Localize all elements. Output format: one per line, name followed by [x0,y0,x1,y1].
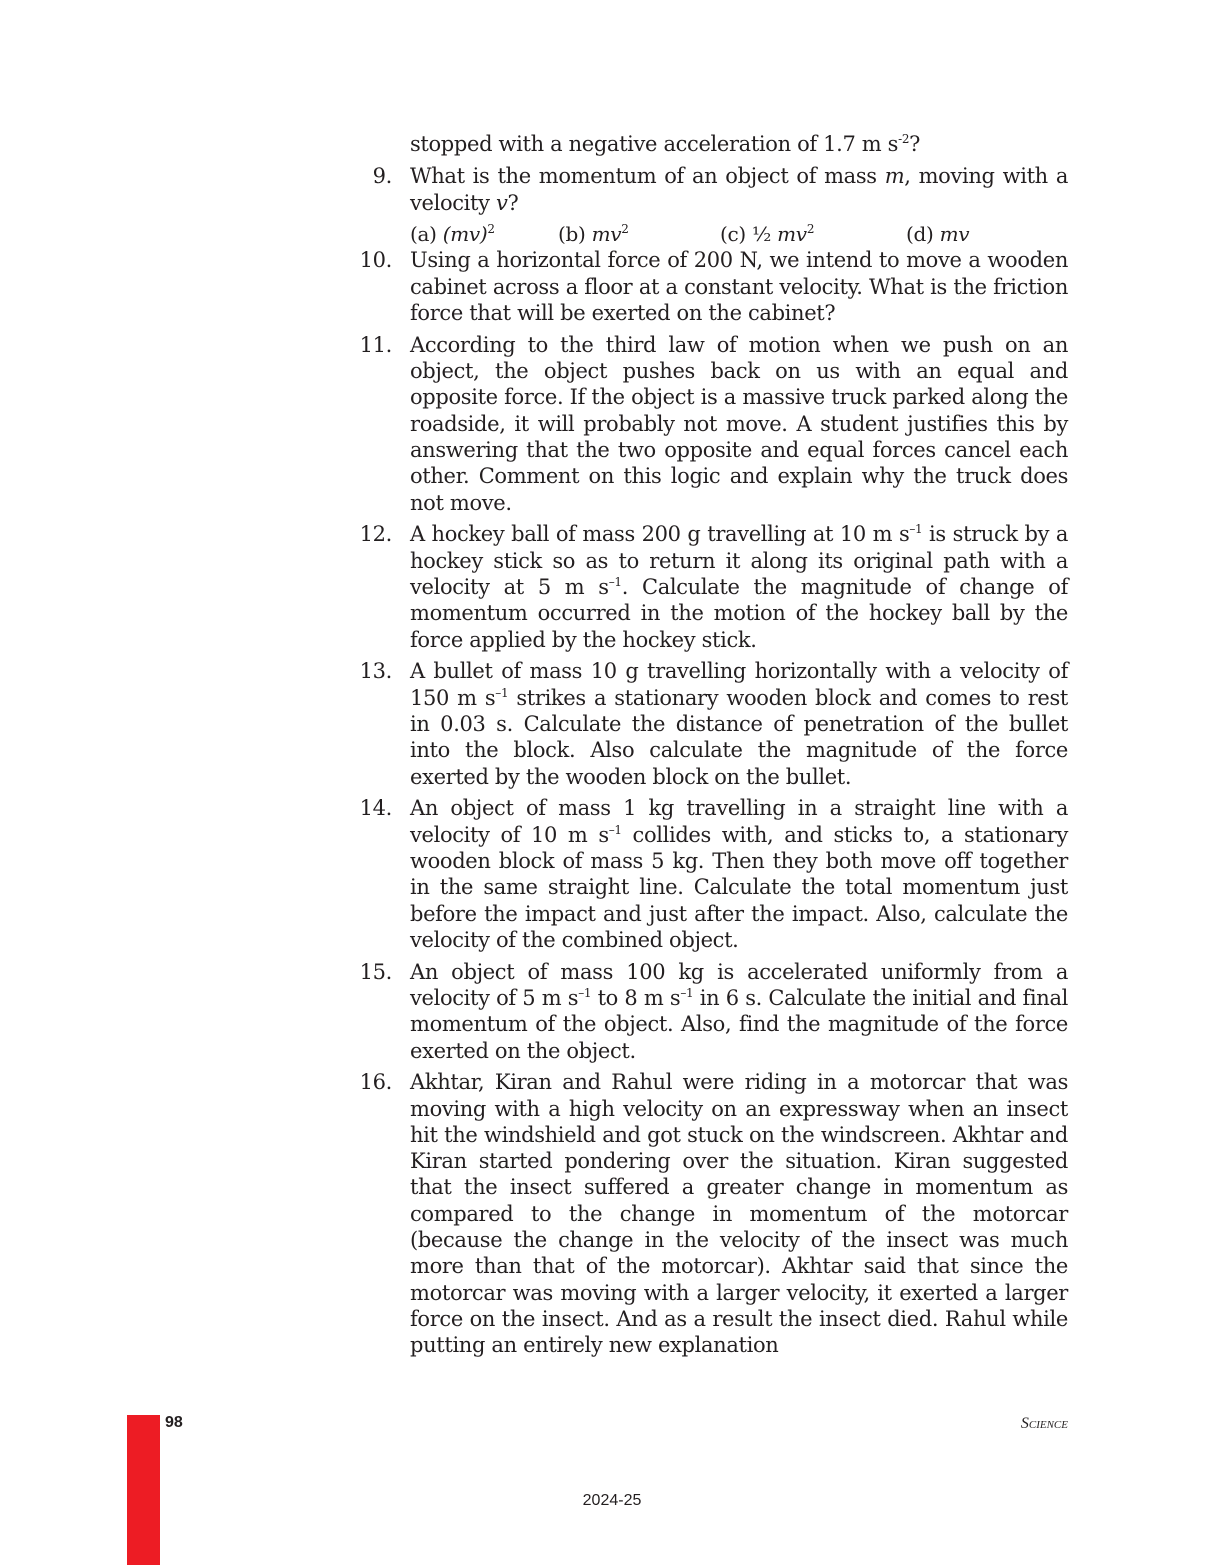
text-run: An object of mass 100 kg is accelerated uniformly from a velocity of 5 m s [410,959,1068,1010]
continuation-text: stopped with a negative acceleration of 1.7 m s [410,132,899,156]
option-expression: mv [939,222,970,247]
question-12 [350,521,1068,652]
question-text [410,521,1068,652]
question-number: 12. [359,522,392,547]
question-text: Akhtar, Kiran and Rahul were riding in a motorcar that was moving with a high velocity on an expressway when an insect hit the windshield and got stuck on the windscreen. Akhtar and Kiran started pondering over the situation. Kiran suggested that the insect suffered a greater change in momentum as compared to the change in momentum of the motorcar (because the change in the velocity of the insect was much more than that of the motorcar). Akhtar said that since the motorcar was moving with a larger velocity, it exerted a larger force on the insect. And as a result the insect died. Rahul while putting an entirely new explanation [410,1070,1068,1358]
text-run: What is the momentum of an object of mass [410,164,885,189]
text-run: to 8 m s [591,985,681,1010]
option-expression: mv [777,222,807,247]
option-expression: mv [591,222,622,247]
text-run: , moving with a velocity [410,164,1069,215]
question-number: 16. [359,1070,392,1095]
question-9 [350,163,1068,216]
text-run: . Calculate the magnitude of change of momentum occurred in the motion of the hockey ball by the force applied by the hockey stick. [410,574,1068,652]
question-15 [350,959,1068,1064]
question-number: 14. [359,796,392,821]
variable-m: m [884,164,905,189]
superscript: –1 [608,574,622,589]
question-text: According to the third law of motion when we push on an object, the object pushes back on us with an equal and opposite force. If the object is a massive truck parked along the roadside, it will probably not move. A student justifies this by answering that the two opposite and equal forces cancel each other. Comment on this logic and explain why the truck does not move. [410,332,1068,515]
edition-year: 2024-25 [582,1492,642,1509]
question-text [410,959,1068,1064]
text-run: An object of mass 1 kg travelling in a straight line with a velocity of 10 m s [410,796,1068,847]
question-14 [350,795,1068,953]
question-number: 10. [359,248,392,273]
question-number: 13. [359,659,392,684]
question-text [410,163,1068,216]
text-run: A hockey ball of mass 200 g travelling at 10 m s [410,522,910,547]
text-run: A bullet of mass 10 g travelling horizontally with a velocity of 150 m s [410,659,1068,710]
text-run: in 6 s. Calculate the initial and final momentum of the object. Also, find the magnitude of the force exerted on the object. [410,985,1068,1063]
page-number: 98 [165,1414,183,1431]
question-number: 11. [359,332,392,357]
option-label: (c) [720,222,746,247]
question-13 [350,658,1068,789]
option-d [906,221,969,247]
question-text [410,795,1068,953]
superscript: -2 [898,132,910,146]
option-label: (b) [558,222,586,247]
question-text [410,658,1068,789]
text-run: is struck by a hockey stick so as to return it along its original path with a velocity at 5 m s [410,522,1068,599]
variable-v: v [495,190,508,215]
text-run: strikes a stationary wooden block and comes to rest in 0.03 s. Calculate the distance of penetration of the bullet into the block. Also calculate the magnitude of the force exerted by the wooden block on the bullet. [410,685,1068,789]
superscript: 2 [806,222,815,237]
question-8-continuation [350,131,1068,157]
question-number: 9. [372,164,392,189]
option-expression: (mv) [442,222,488,247]
running-head: Science [1020,1415,1068,1432]
superscript: –1 [680,985,694,1000]
question-number: 15. [359,959,392,984]
superscript: –1 [495,685,509,700]
page-accent-bar [127,1415,160,1565]
superscript: –1 [909,522,923,537]
exercise-list [350,131,1068,1364]
option-prefix: ½ [751,222,772,247]
question-9-options [350,221,1068,247]
text-run: ? [507,190,519,215]
continuation-text-end: ? [909,132,921,156]
superscript: –1 [608,822,622,837]
option-label: (d) [906,222,934,247]
option-label: (a) [410,222,437,247]
superscript: 2 [487,222,495,237]
question-10 [350,247,1068,326]
option-c [720,221,906,247]
option-a [410,221,558,247]
superscript: 2 [621,222,629,237]
question-text: Using a horizontal force of 200 N, we intend to move a wooden cabinet across a floor at a constant velocity. What is the friction force that will be exerted on the cabinet? [410,248,1068,325]
question-16 [350,1069,1068,1358]
option-b [558,221,720,247]
text-run: collides with, and sticks to, a stationary wooden block of mass 5 kg. Then they both move off together in the same straight line. Calculate the total momentum just before the impact and just after the impact. Also, calculate the velocity of the combined object. [410,822,1068,952]
superscript: –1 [578,985,592,1000]
question-11 [350,332,1068,516]
